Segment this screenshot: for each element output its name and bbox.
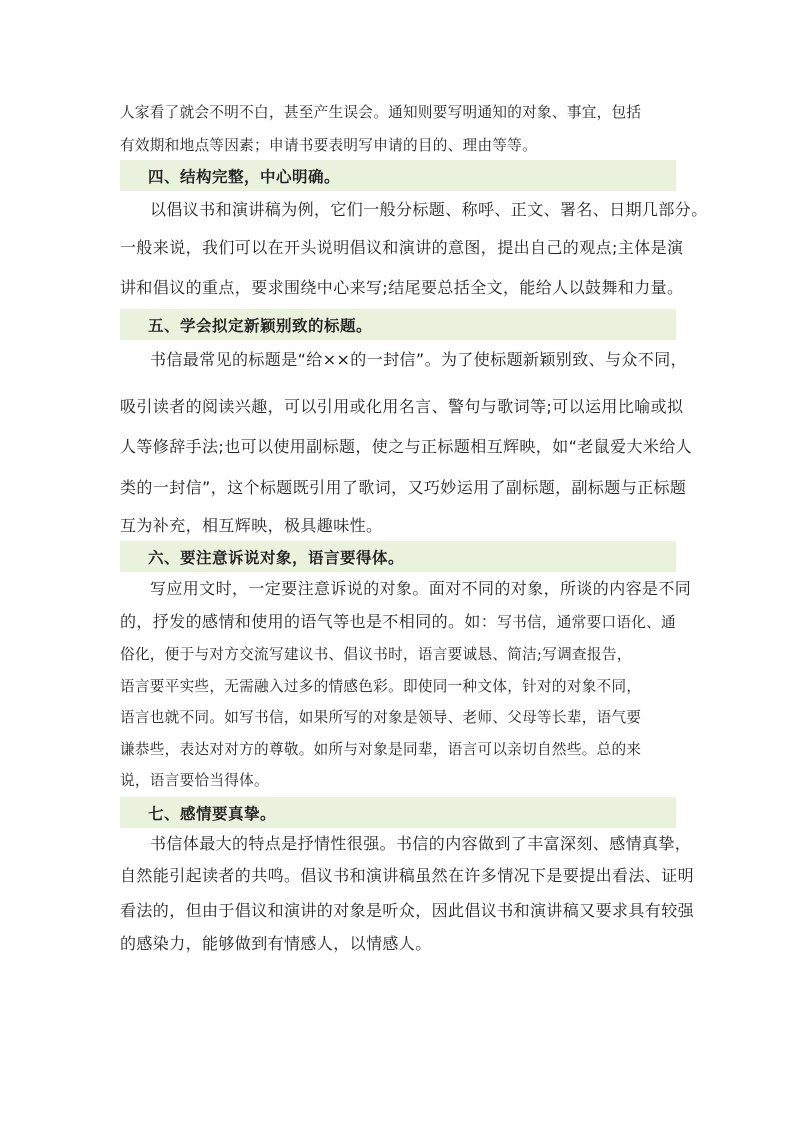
text-line: 看法的，但由于倡议和演讲的对象是听众，因此倡议书和演讲稿又要求具有较强: [120, 901, 695, 920]
section-heading-6: [120, 541, 676, 572]
heading-text: 七、感情要真挚。: [148, 804, 277, 823]
text-segment: 的，抒发的感情和使用的语气等也是不相同的。如：: [120, 612, 498, 631]
text-line: 以倡议书和演讲稿为例，它们一般分标题、称呼、正文、署名、日期几部分。: [150, 200, 708, 219]
text-line: 互为补充，相互辉映，极具趣味性。: [120, 516, 383, 535]
text-line: 语言要平实些，无需融入过多的情感色彩。即使同一种文体，针对的对象不同，: [120, 678, 642, 695]
text-line: 有效期和地点等因素；申请书要表明写申请的目的、理由等等。: [120, 137, 538, 154]
text-line: 书信体最大的特点是抒情性很强。书信的内容做到了丰富深刻、感情真挚，: [150, 834, 692, 853]
heading-text: 六、要注意诉说对象，语言要得体。: [148, 548, 405, 567]
text-line: 吸引读者的阅读兴趣，可以引用或化用名言、警句与歌词等;可以运用比喻或拟: [120, 397, 684, 416]
text-segment: 写书信，通常要口语化、通: [497, 614, 676, 631]
text-line: 类的一封信”，这个标题既引用了歌词，又巧妙运用了副标题，副标题与正标题: [120, 478, 687, 497]
text-line: 人等修辞手法;也可以使用副标题，使之与正标题相互辉映，如“老鼠爱大米给人: [120, 437, 693, 456]
text-line: 的感染力，能够做到有情感人，以情感人。: [120, 934, 432, 953]
text-line: 自然能引起读者的共鸣。倡议书和演讲稿虽然在许多情况下是要提出看法、证明: [120, 866, 695, 885]
text-line: 说，语言要恰当得体。: [120, 772, 269, 789]
section-heading-7: [120, 797, 676, 828]
text-line: 俗化，便于与对方交流写建议书、倡议书时，语言要诚恳、简洁;写调查报告，: [120, 646, 632, 663]
text-line: 一般来说，我们可以在开头说明倡议和演讲的意图，提出自己的观点;主体是演: [120, 238, 684, 257]
section-heading-4: [120, 160, 676, 191]
heading-text: 四、结构完整，中心明确。: [148, 167, 341, 186]
text-line: 书信最常见的标题是“给××的一封信”。为了使标题新颖别致、与众不同，: [150, 350, 687, 369]
section-heading-5: [120, 309, 676, 340]
text-line: 讲和倡议的重点，要求围绕中心来写;结尾要总括全文，能给人以鼓舞和力量。: [120, 278, 684, 297]
text-line: 语言也就不同。如写书信，如果所写的对象是领导、老师、父母等长辈，语气要: [120, 709, 642, 726]
text-line: 人家看了就会不明不白，甚至产生误会。通知则要写明通知的对象、事宜，包括: [120, 104, 642, 121]
text-line: 谦恭些，表达对对方的尊敬。如所与对象是同辈，语言可以亲切自然些。总的来: [120, 741, 642, 758]
text-line: 写应用文时，一定要注意诉说的对象。面对不同的对象，所谈的内容是不同: [150, 579, 692, 598]
heading-text: 五、学会拟定新颖别致的标题。: [148, 316, 373, 335]
text-line-mixed: [120, 612, 676, 633]
